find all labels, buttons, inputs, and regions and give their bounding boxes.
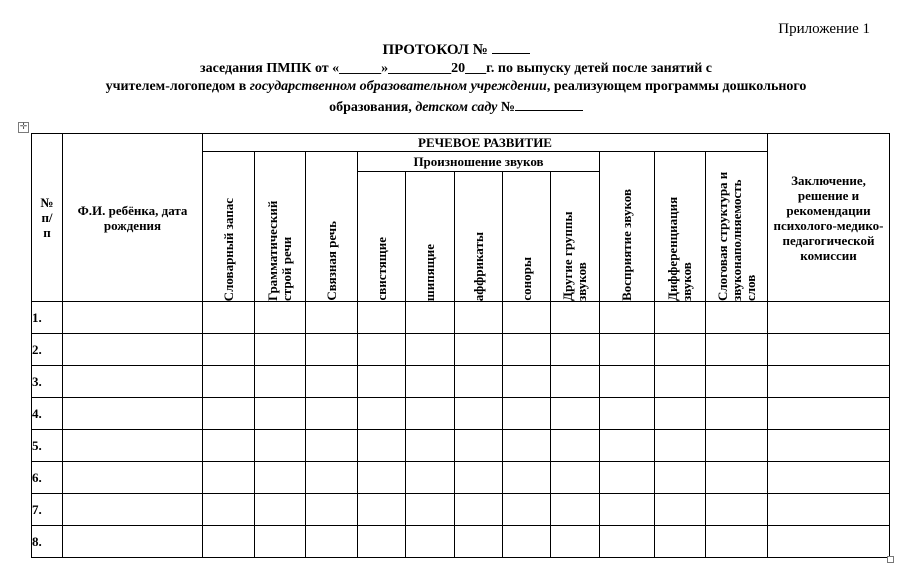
table-cell[interactable] [63,366,203,398]
table-cell[interactable] [706,366,768,398]
table-cell[interactable] [203,526,255,558]
table-cell[interactable] [503,302,551,334]
table-cell[interactable] [358,462,406,494]
table-cell[interactable] [655,526,706,558]
table-cell[interactable] [768,398,890,430]
table-cell[interactable] [600,302,655,334]
table-cell[interactable] [706,302,768,334]
table-cell[interactable] [455,398,503,430]
header-child-name: Ф.И. ребёнка, дата рождения [63,134,203,302]
table-cell[interactable] [503,334,551,366]
table-cell[interactable] [600,334,655,366]
row-number: 1. [32,302,63,334]
table-cell[interactable] [768,334,890,366]
table-cell[interactable] [255,398,306,430]
table-cell[interactable] [503,398,551,430]
table-cell[interactable] [655,430,706,462]
table-cell[interactable] [706,398,768,430]
row-number: 6. [32,462,63,494]
table-cell[interactable] [600,398,655,430]
header-other-groups: Другие группы звуков [551,172,600,302]
table-cell[interactable] [655,334,706,366]
row-number: 2. [32,334,63,366]
table-cell[interactable] [600,430,655,462]
table-cell[interactable] [551,494,600,526]
header-speech-development: РЕЧЕВОЕ РАЗВИТИЕ [203,134,768,152]
table-cell[interactable] [551,398,600,430]
line3-part-c: , реализующем программы дошкольного [546,79,807,94]
table-cell[interactable] [768,526,890,558]
table-cell[interactable] [255,302,306,334]
table-cell[interactable] [255,462,306,494]
table-cell[interactable] [203,462,255,494]
header-whistling: свистящие [358,172,406,302]
row-number: 8. [32,526,63,558]
line4-part-c: № [497,100,515,115]
table-row [32,494,890,526]
table-cell[interactable] [706,462,768,494]
table-cell[interactable] [306,526,358,558]
table-cell[interactable] [655,462,706,494]
table-row [32,302,890,334]
table-cell[interactable] [306,430,358,462]
table-cell[interactable] [255,334,306,366]
header-syllable-structure: Слоговая структура и звуконаполняемость слов [706,152,768,302]
table-cell[interactable] [63,302,203,334]
table-cell[interactable] [255,430,306,462]
table-row [32,334,890,366]
table-cell[interactable] [306,494,358,526]
table-cell[interactable] [600,366,655,398]
table-row [32,398,890,430]
table-cell[interactable] [655,398,706,430]
header-coherent-speech: Связная речь [306,152,358,302]
table-cell[interactable] [768,366,890,398]
table-cell[interactable] [63,430,203,462]
table-cell[interactable] [551,366,600,398]
table-cell[interactable] [551,302,600,334]
protocol-title [0,40,912,59]
table-row [32,462,890,494]
table-cell[interactable] [358,334,406,366]
table-cell[interactable] [203,430,255,462]
table-cell[interactable] [406,494,455,526]
table-cell[interactable] [706,430,768,462]
table-cell[interactable] [306,366,358,398]
table-cell[interactable] [706,494,768,526]
table-cell[interactable] [203,494,255,526]
protocol-number-blank [492,40,530,54]
table-cell[interactable] [358,398,406,430]
table-cell[interactable] [503,366,551,398]
table-cell[interactable] [600,494,655,526]
table-cell[interactable] [203,334,255,366]
table-row [32,526,890,558]
protocol-subtitle-line-3 [0,79,912,95]
table-cell[interactable] [551,334,600,366]
table-row [32,366,890,398]
table-cell[interactable] [358,366,406,398]
header-sonorants: соноры [503,172,551,302]
header-differentiation: Дифференциация звуков [655,152,706,302]
table-cell[interactable] [63,398,203,430]
table-move-handle-icon[interactable]: ✛ [19,122,28,132]
protocol-subtitle-line-2: заседания ПМПК от «______»_________20___г. по выпуску детей после занятий с [199,61,712,76]
table-cell[interactable] [406,526,455,558]
table-cell[interactable] [358,430,406,462]
table-cell[interactable] [306,462,358,494]
table-cell[interactable] [306,302,358,334]
table-cell[interactable] [406,398,455,430]
table-cell[interactable] [203,366,255,398]
header-number: № п/ п [32,134,63,302]
protocol-subtitle-line-4 [0,97,912,116]
table-cell[interactable] [255,494,306,526]
table-cell[interactable] [600,462,655,494]
header-vocabulary: Словарный запас [203,152,255,302]
table-cell[interactable] [503,430,551,462]
table-cell[interactable] [768,302,890,334]
table-cell[interactable] [455,366,503,398]
table-cell[interactable] [406,462,455,494]
table-cell[interactable] [655,494,706,526]
table-cell[interactable] [503,462,551,494]
row-number: 7. [32,494,63,526]
table-cell[interactable] [63,526,203,558]
protocol-table [31,133,890,558]
table-cell[interactable] [255,526,306,558]
table-cell[interactable] [63,494,203,526]
table-cell[interactable] [358,526,406,558]
table-cell[interactable] [551,462,600,494]
table-cell[interactable] [63,334,203,366]
table-cell[interactable] [63,462,203,494]
table-cell[interactable] [551,430,600,462]
table-cell[interactable] [455,462,503,494]
header-pronunciation: Произношение звуков [358,152,600,172]
table-cell[interactable] [203,302,255,334]
header-grammar: Грамматический строй речи [255,152,306,302]
line3-part-a: учителем-логопедом в [105,79,250,94]
table-cell[interactable] [503,526,551,558]
header-hissing: шипящие [406,172,455,302]
line3-part-b: государственном образовательном учреждении [249,79,547,94]
table-cell[interactable] [455,430,503,462]
table-cell[interactable] [203,398,255,430]
table-cell[interactable] [406,334,455,366]
table-cell[interactable] [306,398,358,430]
appendix-label: Приложение 1 [778,21,870,37]
row-number: 5. [32,430,63,462]
line4-part-b: детском саду [415,100,498,115]
table-resize-handle[interactable] [887,556,894,563]
table-cell[interactable] [600,526,655,558]
table-cell[interactable] [406,430,455,462]
table-row [32,430,890,462]
header-conclusion: Заключение, решение и рекомендации психолого-медико-педагогической комиссии [768,134,890,302]
table-cell[interactable] [706,526,768,558]
header-perception: Восприятие звуков [600,152,655,302]
table-cell[interactable] [406,366,455,398]
table-cell[interactable] [358,494,406,526]
row-number: 4. [32,398,63,430]
table-cell[interactable] [406,302,455,334]
table-cell[interactable] [768,430,890,462]
protocol-title-text: ПРОТОКОЛ № [382,42,488,58]
row-number: 3. [32,366,63,398]
table-cell[interactable] [455,494,503,526]
table-cell[interactable] [255,366,306,398]
table-cell[interactable] [706,334,768,366]
table-cell[interactable] [455,334,503,366]
table-cell[interactable] [503,494,551,526]
table-cell[interactable] [655,366,706,398]
kindergarten-number-blank [515,97,583,111]
table-cell[interactable] [306,334,358,366]
line4-part-a: образования, [329,100,416,115]
table-cell[interactable] [455,526,503,558]
table-cell[interactable] [551,526,600,558]
table-cell[interactable] [768,494,890,526]
table-cell[interactable] [768,462,890,494]
table-cell[interactable] [358,302,406,334]
table-cell[interactable] [455,302,503,334]
header-affricates: аффрикаты [455,172,503,302]
table-cell[interactable] [655,302,706,334]
